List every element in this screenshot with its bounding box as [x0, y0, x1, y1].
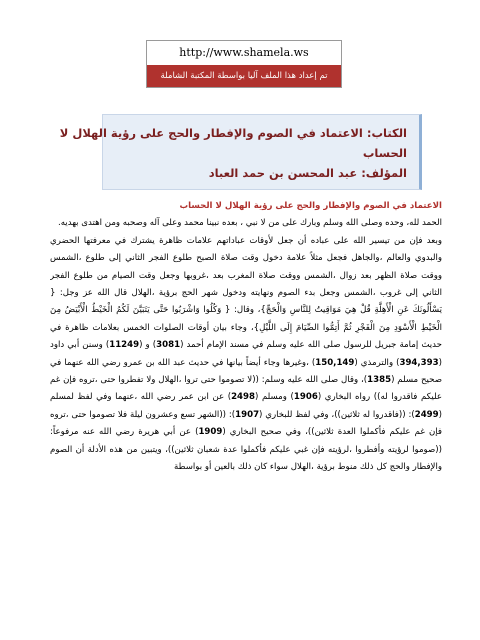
banner-note: تم إعداد هذا الملف آليا بواسطة المكتبة الشاملة — [147, 65, 341, 87]
ref-number: 3081 — [156, 340, 181, 351]
ref-number: 150,149 — [315, 357, 355, 368]
banner-url: http://www.shamela.ws — [179, 46, 309, 59]
text-run: ) عن أبي هريرة رضي الله عنه مرفوعاً: ((صوموا لرؤيته وأفطروا ،لرؤيته فإن غبي عليكم فأكملوا عدة شعبان ثلاثين))، ويتبين من هذه الأدلة أن الصوم والإفطار والحج كل ذلك منوط برؤية ،الهلال سواء كان ذلك بالعين أو بواسطة — [50, 427, 442, 473]
ref-number: 394,393 — [399, 357, 439, 368]
text-run: ) والترمذي ( — [354, 357, 400, 368]
text-run: ): ((الشهر تسع وعشرون ليلة فلا تصوموا حتى ،تروه فإن غم عليكم فأكملوا العدة ثلاثين))، وفي صحيح البخاري ( — [50, 409, 442, 438]
book-title-line1: الكتاب: الاعتماد في الصوم والإفطار والحج على رؤية الهلال لا — [59, 126, 407, 140]
section-heading: الاعتماد في الصوم والإفطار والحج على رؤية الهلال لا الحساب — [179, 201, 442, 211]
title-box — [59, 114, 422, 190]
text-run: ) و ( — [139, 340, 157, 351]
ref-number: 2498 — [231, 392, 255, 403]
shamela-banner — [146, 40, 342, 88]
ref-number: 1909 — [198, 427, 223, 438]
text-run: )، وقال صلى الله عليه وسلم: ((لا تصوموا حتى تروا ،الهلال ولا تفطروا حتى ،تروه فإن غم عليكم فاقدروا له)) رواه البخاري ( — [50, 375, 442, 403]
ref-number: 1385 — [367, 375, 392, 386]
text-run: ): ((فاقدروا له ثلاثين))، وفي لفظ للبخاري ( — [259, 409, 415, 420]
text-run: وبعد فإن من تيسير الله على عباده أن جعل لأوقات عباداتهم علامات ظاهرة يشترك في معرفتها الحضري والبدوي والعالم ،والجاهل فجعل مثلاً علامة دخول وقت صلاة الصبح طلوع الفجر الثاني إلى طلوع ،الشمس ووقت صلاة الظهر بعد زوال ،الشمس ووقت صلاة المغرب بعد ،غروبها وجعل وقت الصيام من طلوع الفجر الثاني إلى غروب ،الشمس وجعل بدء الصوم ونهايته ودخول شهر الحج برؤية ،الهلال قال الله عز وجل: { يَسْأَلُونَكَ عَنِ الْأَهِلَّةِ قُلْ هِيَ مَوَاقِيتُ لِلنَّاسِ وَالْحَجِّ}، وقال: { وَكُلُوا وَاشْرَبُوا حَتَّى يَتَبَيَّنَ لَكُمُ الْخَيْطُ الْأَبْيَضُ مِنَ الْخَيْطِ الْأَسْوَدِ مِنَ الْفَجْرِ ثُمَّ أَتِمُّوا الصِّيَامَ إِلَى اللَّيْلِ}، وجاء بيان أوقات الصلوات الخمس بعلامات ظاهرة في حديث إمامة جبريل للرسول صلى الله عليه وسلم في مسند الإمام أحمد ( — [50, 235, 442, 351]
ref-number: 1907 — [235, 409, 260, 420]
book-title-line2: الحساب — [362, 146, 407, 160]
ref-number: 1906 — [293, 392, 318, 403]
ref-number: 11249 — [109, 340, 140, 351]
document-body — [50, 198, 442, 622]
author-line: المؤلف: عبد المحسن بن حمد العباد — [208, 166, 407, 180]
paragraph-intro: الحمد لله، وحده وصلى الله وسلم وبارك على من لا نبي ، بعده نبينا محمد وعلى آله وصحبه ومن اهتدى بهديه. — [57, 218, 442, 229]
text-run: ) ومسلم ( — [254, 392, 294, 403]
text-run: ) وسنن أبي داود ( — [50, 340, 442, 368]
paragraph-main — [50, 233, 442, 477]
ref-number: 2499 — [414, 409, 439, 420]
text-run: ) عن ابن عمر رضي الله ،عنهما وفي لفظ لمسلم ( — [50, 392, 442, 420]
text-run: ) ،وغيرها وجاء أيضاً بيانها في حديث عبد الله بن عمرو رضي الله عنهما في صحيح مسلم ( — [50, 357, 442, 386]
